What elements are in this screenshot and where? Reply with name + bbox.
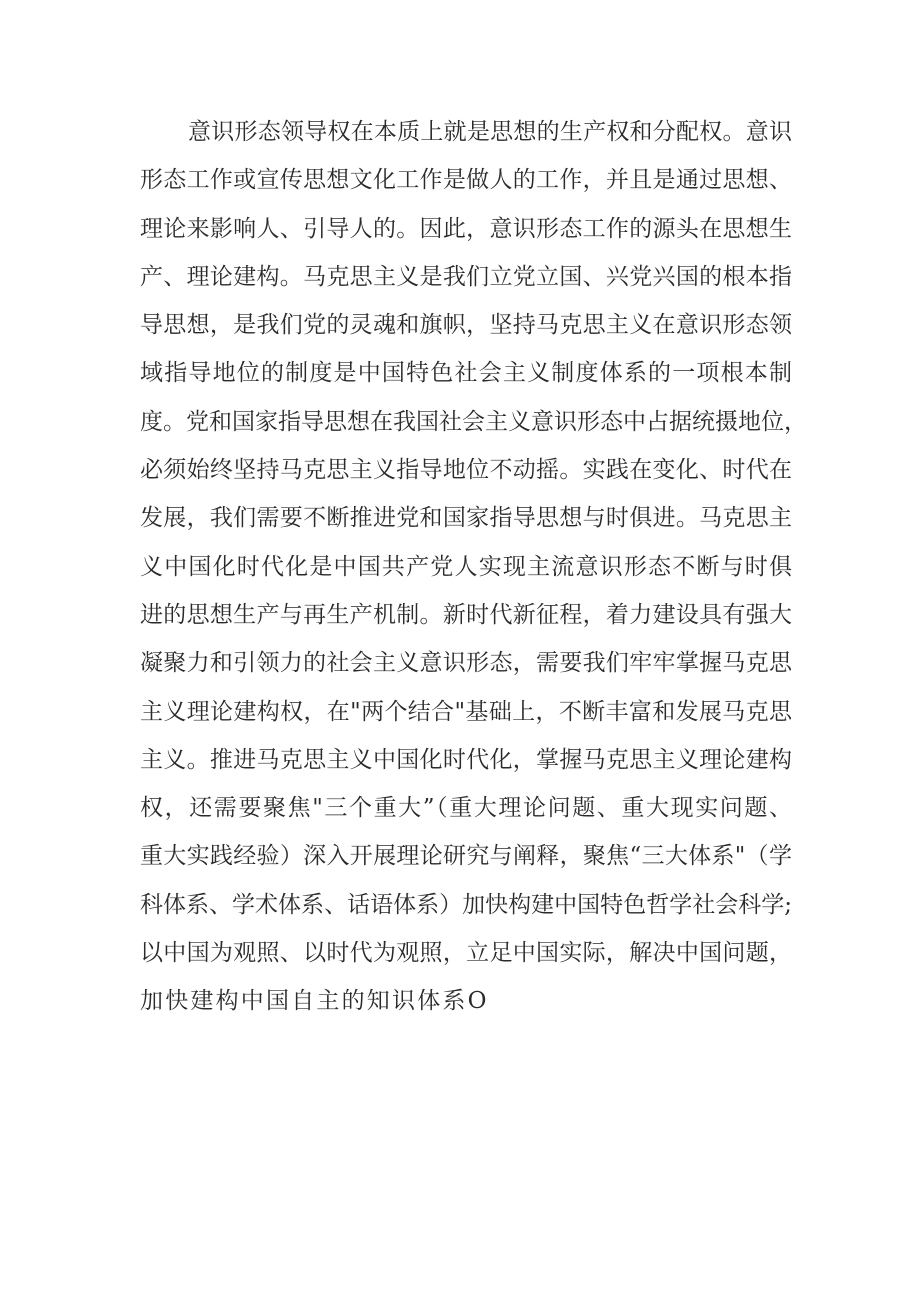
paragraph-line: 产、理论建构。马克思主义是我们立党立国、兴党兴国的根本指: [140, 263, 792, 290]
paragraph-line: 加快建构中国自主的知识体系O: [140, 988, 489, 1015]
paragraph-line: 进的思想生产与再生产机制。新时代新征程，着力建设具有强大: [140, 601, 792, 628]
document-body: [140, 112, 807, 1030]
paragraph-line: 凝聚力和引领力的社会主义意识形态，需要我们牢牢掌握马克思: [140, 650, 792, 677]
paragraph-line: 重大实践经验）深入开展理论研究与阐释，聚焦“三大体系"（学: [140, 843, 792, 870]
paragraph-line: 主义理论建构权，在"两个结合"基础上，不断丰富和发展马克思: [140, 698, 792, 725]
paragraph-line: 导思想，是我们党的灵魂和旗帜，坚持马克思主义在意识形态领: [140, 312, 792, 339]
paragraph-line: 意识形态领导权在本质上就是思想的生产权和分配权。意识: [188, 119, 792, 145]
paragraph-line: 形态工作或宣传思想文化工作是做人的工作，并且是通过思想、: [140, 167, 792, 194]
paragraph-line: 度。党和国家指导思想在我国社会主义意识形态中占据统摄地位，: [140, 408, 807, 435]
paragraph-line: 主义。推进马克思主义中国化时代化，掌握马克思主义理论建构: [140, 746, 792, 773]
paragraph-line: 以中国为观照、以时代为观照，立足中国实际，解决中国问题，: [140, 940, 792, 967]
paragraph-line: 发展，我们需要不断推进党和国家指导思想与时俱进。马克思主: [140, 505, 792, 532]
paragraph-line: 理论来影响人、引导人的。因此，意识形态工作的源头在思想生: [140, 215, 792, 242]
paragraph-line: 必须始终坚持马克思主义指导地位不动摇。实践在变化、时代在: [140, 457, 792, 484]
paragraph-line: 权，还需要聚焦"三个重大”（重大理论问题、重大现实问题、: [140, 795, 792, 822]
paragraph-line: 义中国化时代化是中国共产党人实现主流意识形态不断与时俱: [140, 553, 792, 580]
paragraph-line: 域指导地位的制度是中国特色社会主义制度体系的一项根本制: [140, 360, 792, 387]
paragraph-line: 科体系、学术体系、话语体系）加快构建中国特色哲学社会科学;: [140, 891, 792, 918]
